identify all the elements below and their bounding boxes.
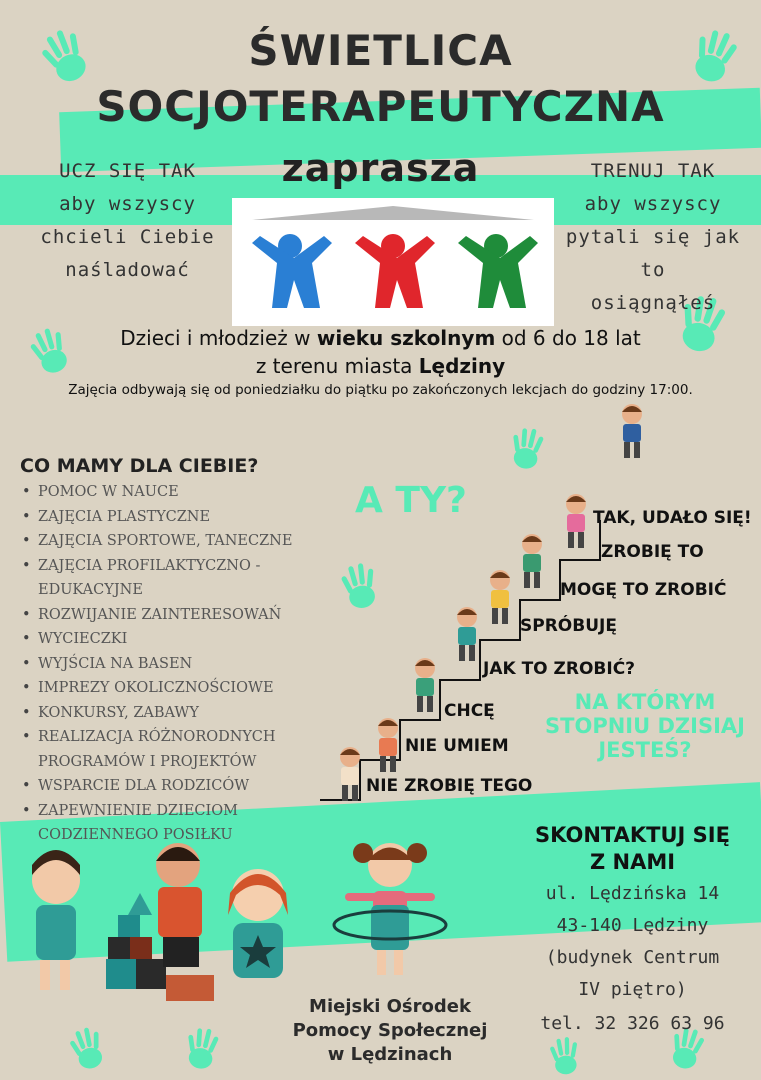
- right-motto: [548, 155, 758, 320]
- title-line-1: ŚWIETLICA: [248, 26, 513, 75]
- offer-item: • ZAJĘCIA SPORTOWE, TANECZNE: [22, 529, 332, 554]
- offer-item: • ROZWIJANIE ZAINTERESOWAŃ: [22, 603, 332, 628]
- motto-line: chcieli Ciebie: [40, 226, 215, 248]
- step-label: NIE UMIEM: [405, 736, 509, 756]
- motto-line: aby wszyscy: [584, 193, 722, 215]
- contact-address: ul. Lędzińska 14: [545, 883, 720, 904]
- audience-emphasis: wieku szkolnym: [316, 326, 496, 350]
- step-label: JAK TO ZROBIĆ?: [483, 659, 636, 679]
- contact-heading-line: Z NAMI: [589, 850, 676, 874]
- hand-icon: [175, 1020, 230, 1075]
- motto-line: naśladować: [65, 259, 190, 281]
- organization-line: Miejski Ośrodek: [309, 996, 471, 1017]
- kid-figure-icon: [368, 716, 408, 774]
- motto-line: osiągnąłeś: [590, 292, 716, 314]
- motto-line: aby wszyscy: [59, 193, 196, 215]
- step-question: [530, 690, 760, 762]
- contact-address: 43-140 Lędziny: [556, 915, 709, 936]
- step-label: SPRÓBUJĘ: [520, 616, 617, 636]
- offer-item: • ZAJĘCIA PROFILAKTYCZNO - EDUKACYJNE: [22, 554, 332, 603]
- audience-text: od 6 do 18 lat: [495, 326, 641, 350]
- contact-address: (budynek Centrum: [545, 947, 720, 968]
- audience-text: z terenu miasta: [255, 354, 419, 378]
- organization-name: [265, 995, 515, 1067]
- hand-icon: [60, 1020, 115, 1075]
- offer-item: • ZAJĘCIA PLASTYCZNE: [22, 505, 332, 530]
- step-question-line: JESTEŚ?: [598, 738, 692, 762]
- question-heading: A TY?: [355, 480, 467, 521]
- motto-line: TRENUJ TAK: [590, 160, 716, 182]
- contact-phone: tel. 32 326 63 96: [540, 1013, 725, 1034]
- offer-item: • WYJŚCIA NA BASEN: [22, 652, 332, 677]
- contact-details: [510, 878, 755, 1040]
- hand-icon: [500, 420, 555, 475]
- kid-figure-icon: [512, 532, 552, 590]
- kid-figure-icon: [330, 745, 370, 803]
- step-question-line: STOPNIU DZISIAJ: [545, 714, 745, 738]
- motto-line: pytali się jak to: [565, 226, 741, 281]
- contact-address: IV piętro): [578, 979, 687, 1000]
- step-label: MOGĘ TO ZROBIĆ: [560, 580, 727, 600]
- offer-item: • WYCIECZKI: [22, 627, 332, 652]
- motto-line: UCZ SIĘ TAK: [59, 160, 196, 182]
- audience-line-2: [0, 354, 761, 378]
- step-question-line: NA KTÓRYM: [574, 690, 716, 714]
- kid-figure-icon: [612, 402, 652, 460]
- audience-emphasis: Lędziny: [418, 354, 506, 378]
- offer-item: • REALIZACJA RÓŻNORODNYCH PROGRAMÓW I PROJEKTÓW: [22, 725, 332, 774]
- offer-item: • WSPARCIE DLA RODZICÓW: [22, 774, 332, 799]
- invite-text: zaprasza: [281, 146, 480, 190]
- kid-figure-icon: [556, 492, 596, 550]
- offer-item: • KONKURSY, ZABAWY: [22, 701, 332, 726]
- title-line-2: SOCJOTERAPEUTYCZNA: [96, 82, 665, 131]
- schedule-text: Zajęcia odbywają się od poniedziałku do piątku po zakończonych lekcjach do godziny 17:00.: [68, 382, 693, 398]
- girl-with-hoop-illustration: [325, 835, 455, 985]
- kids-playing-illustration: [18, 835, 308, 1005]
- step-label: ZROBIĘ TO: [601, 542, 704, 562]
- organization-line: Pomocy Społecznej: [292, 1020, 488, 1041]
- audience-line-1: [0, 326, 761, 350]
- offer-list: [22, 480, 332, 848]
- organization-line: w Lędzinach: [327, 1044, 453, 1065]
- audience-text: Dzieci i młodzież w: [120, 326, 317, 350]
- step-label: CHCĘ: [444, 701, 495, 721]
- offer-item: • IMPREZY OKOLICZNOŚCIOWE: [22, 676, 332, 701]
- logo-people-icon: [232, 198, 554, 326]
- step-label: TAK, UDAŁO SIĘ!: [593, 508, 752, 528]
- contact-heading: [510, 822, 755, 876]
- offer-item: • ZAPEWNIENIE DZIECIOM CODZIENNEGO POSIŁKU: [22, 799, 332, 848]
- left-motto: [30, 155, 225, 287]
- contact-heading-line: SKONTAKTUJ SIĘ: [535, 823, 730, 847]
- offer-item: • POMOC W NAUCE: [22, 480, 332, 505]
- offer-heading: CO MAMY DLA CIEBIE?: [20, 455, 259, 477]
- kid-figure-icon: [405, 656, 445, 714]
- step-label: NIE ZROBIĘ TEGO: [366, 776, 533, 796]
